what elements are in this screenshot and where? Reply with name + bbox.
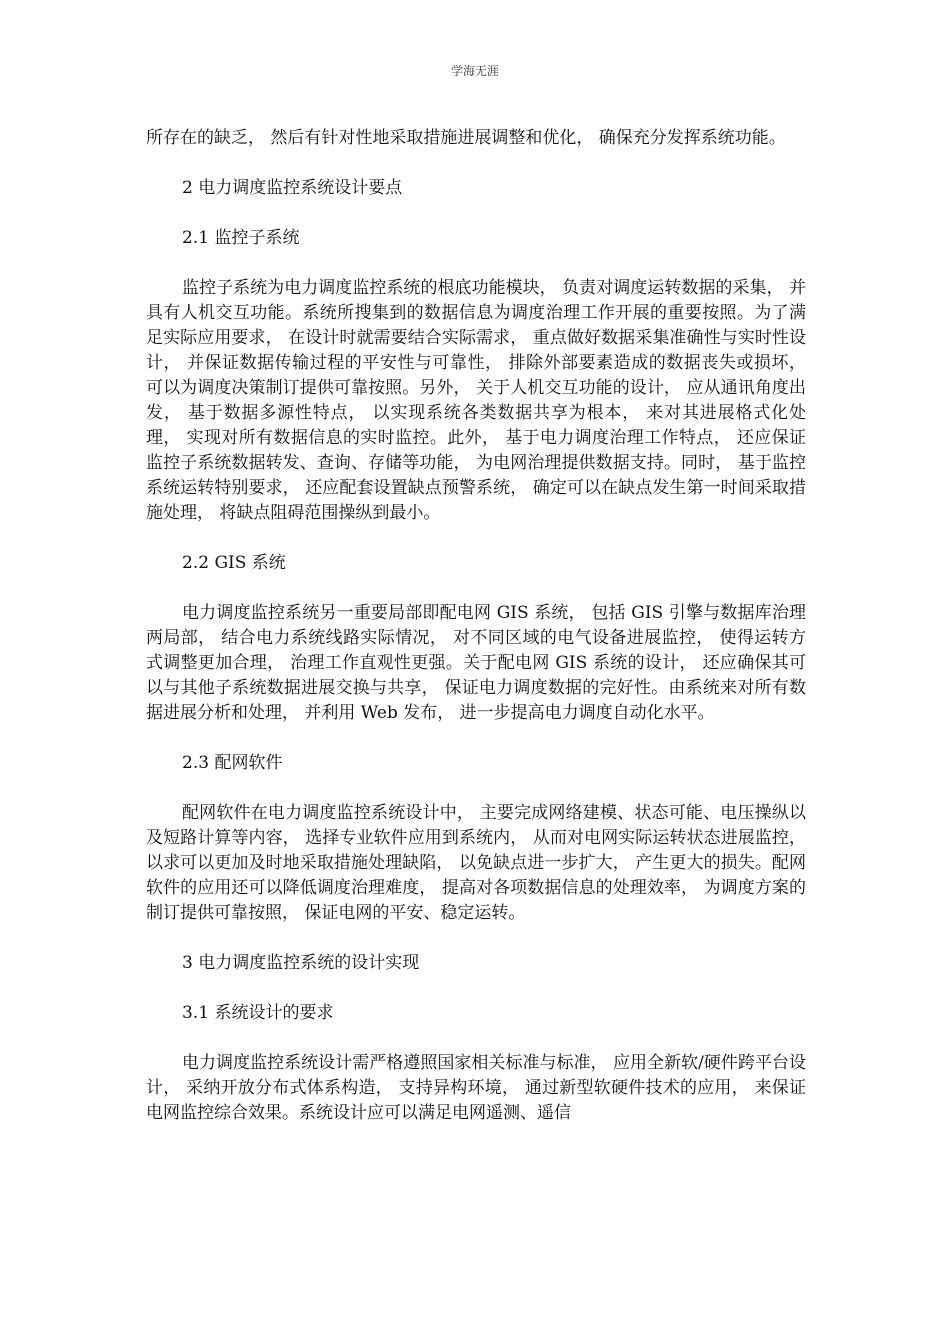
subsection-heading-3-1: 3.1 系统设计的要求 — [182, 1003, 334, 1023]
paragraph-distribution-software: 配网软件在电力调度监控系统设计中， 主要完成网络建模、状态可能、电压操纵以及短路计算等内容， 选择专业软件应用到系统内， 从而对电网实际运转状态进展监控， 以求可以更加及时地采取措施处理缺陷， 以免缺点进一步扩大， 产生更大的损失。配网软件的应用还可以降低调度治理难度， 提高对各项数据信息的处理效率， 为调度方案的制订提供可靠按照， 保证电网的平安、稳定运转。 — [146, 803, 806, 923]
section-heading-3: 3 电力调度监控系统的设计实现 — [182, 953, 420, 973]
paragraph-design-requirements: 电力调度监控系统设计需严格遵照国家相关标准与标准， 应用全新软/硬件跨平台设计， 采纳开放分布式体系构造， 支持异构环境， 通过新型软硬件技术的应用， 来保证电网监控综合效果。系统设计应可以满足电网遥测、遥信 — [146, 1053, 806, 1123]
subsection-heading-2-2: 2.2 GIS 系统 — [182, 553, 286, 573]
page-header: 学海无涯 — [450, 64, 499, 78]
paragraph-monitoring-subsystem: 监控子系统为电力调度监控系统的根底功能模块， 负责对调度运转数据的采集， 并具有人机交互功能。系统所搜集到的数据信息为调度治理工作开展的重要按照。为了满足实际应用要求， 在设计时就需要结合实际需求， 重点做好数据采集准确性与实时性设计， 并保证数据传输过程的平安性与可靠性， 排除外部要素造成的数据丧失或损坏， 可以为调度决策制订提供可靠按照。另外， 关于人机交互功能的设计， 应从通讯角度出发， 基于数据多源性特点， 以实现系统各类数据共享为根本， 来对其进展格式化处理， 实现对所有数据信息的实时监控。此外， 基于电力调度治理工作特点， 还应保证监控子系统数据转发、查询、存储等功能， 为电网治理提供数据支持。同时， 基于监控系统运转特别要求， 还应配套设置缺点预警系统， 确定可以在缺点发生第一时间采取措施处理， 将缺点阻碍范围操纵到最小。 — [146, 278, 806, 523]
subsection-heading-2-3: 2.3 配网软件 — [182, 753, 283, 773]
section-heading-2: 2 电力调度监控系统设计要点 — [182, 178, 403, 198]
subsection-heading-2-1: 2.1 监控子系统 — [182, 228, 300, 248]
paragraph-gis-system: 电力调度监控系统另一重要局部即配电网 GIS 系统， 包括 GIS 引擎与数据库治理两局部， 结合电力系统线路实际情况， 对不同区域的电气设备进展监控， 使得运转方式调整更加合理， 治理工作直观性更强。关于配电网 GIS 系统的设计， 还应确保其可以与其他子系统数据进展交换与共享， 保证电力调度数据的完好性。由系统来对所有数据进展分析和处理， 并利用 Web 发布， 进一步提高电力调度自动化水平。 — [146, 603, 806, 723]
document-body — [146, 126, 806, 1151]
paragraph-continuation: 所存在的缺乏， 然后有针对性地采取措施进展调整和优化， 确保充分发挥系统功能。 — [146, 128, 786, 148]
